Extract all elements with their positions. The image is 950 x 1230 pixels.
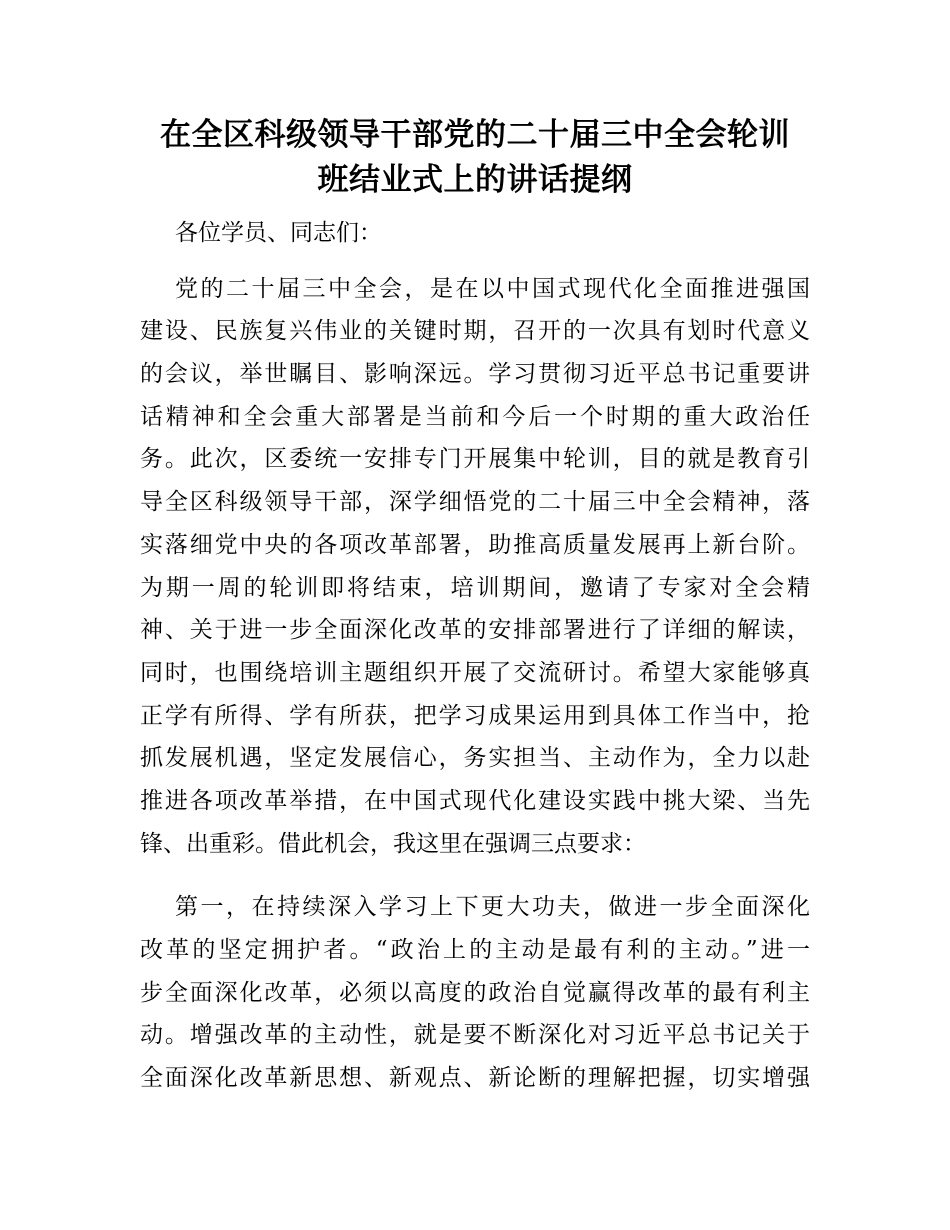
paragraph-line: 话精神和全会重大部署是当前和今后一个时期的重大政治任	[140, 403, 810, 430]
paragraph-line: 为期一周的轮训即将结束，培训期间，邀请了专家对全会精	[140, 574, 810, 601]
paragraph-line: 的会议，举世瞩目、影响深远。学习贯彻习近平总书记重要讲	[140, 361, 810, 388]
paragraph-line: 第一，在持续深入学习上下更大功夫，做进一步全面深化	[175, 894, 810, 921]
paragraph-line: 全面深化改革新思想、新观点、新论断的理解把握，切实增强	[140, 1065, 810, 1092]
document-body	[140, 212, 810, 1121]
paragraph-line: 务。此次，区委统一安排专门开展集中轮训，目的就是教育引	[140, 446, 810, 473]
paragraph-line: 党的二十届三中全会，是在以中国式现代化全面推进强国	[175, 275, 810, 302]
paragraph-1	[140, 268, 810, 866]
paragraph-line: 同时，也围绕培训主题组织开展了交流研讨。希望大家能够真	[140, 659, 810, 686]
paragraph-line: 推进各项改革举措，在中国式现代化建设实践中挑大梁、当先	[140, 787, 810, 814]
paragraph-line: 步全面深化改革，必须以高度的政治自觉赢得改革的最有利主	[140, 979, 810, 1006]
title-line-2: 班结业式上的讲话提纲	[317, 162, 633, 198]
paragraph-line: 锋、出重彩。借此机会，我这里在强调三点要求：	[140, 830, 646, 857]
paragraph-line: 建设、民族复兴伟业的关键时期，召开的一次具有划时代意义	[140, 318, 810, 345]
paragraph-line: 神、关于进一步全面深化改革的安排部署进行了详细的解读，	[140, 617, 810, 644]
salutation: 各位学员、同志们：	[175, 220, 382, 246]
title-line-1: 在全区科级领导干部党的二十届三中全会轮训	[160, 117, 790, 153]
paragraph-line: 动。增强改革的主动性，就是要不断深化对习近平总书记关于	[140, 1022, 810, 1049]
paragraph-line: 正学有所得、学有所获，把学习成果运用到具体工作当中，抢	[140, 702, 810, 729]
paragraph-line: 实落细党中央的各项改革部署，助推高质量发展再上新台阶。	[140, 531, 810, 558]
paragraph-line: 抓发展机遇，坚定发展信心，务实担当、主动作为，全力以赴	[140, 745, 810, 772]
document-title	[0, 113, 950, 203]
paragraph-2	[140, 886, 810, 1099]
paragraph-line: 导全区科级领导干部，深学细悟党的二十届三中全会精神，落	[140, 489, 810, 516]
paragraph-line: 改革的坚定拥护者。“政治上的主动是最有利的主动。”进一	[140, 937, 810, 963]
